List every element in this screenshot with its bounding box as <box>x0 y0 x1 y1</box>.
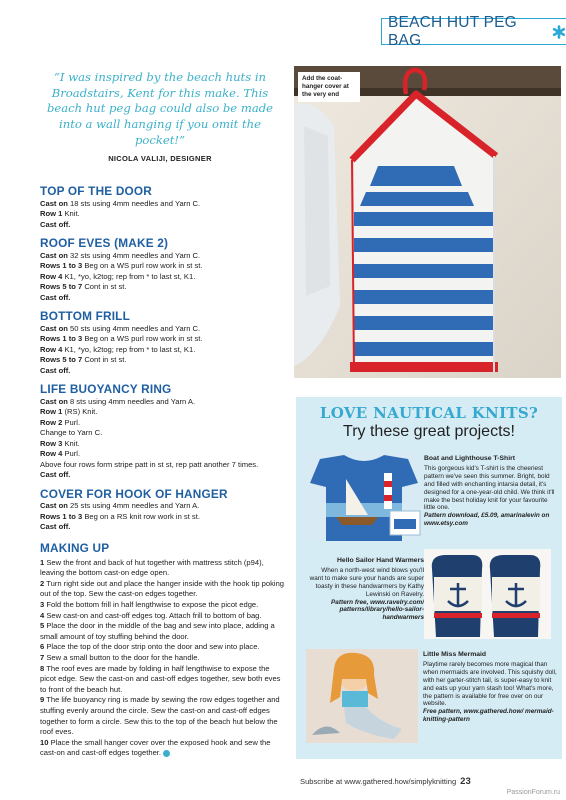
project-handwarmers <box>306 557 424 622</box>
instruction-line <box>40 512 282 523</box>
instruction-line <box>40 470 282 481</box>
nautical-knits-panel <box>296 397 562 759</box>
instruction-text: Above four rows form stripe patt in st st, rep patt another 7 times. <box>40 459 259 469</box>
making-up-section <box>40 543 285 759</box>
instruction-text: 8 sts using 4mm needles and Yarn A. <box>67 396 196 406</box>
step-number: 4 <box>40 610 45 620</box>
making-up-step <box>40 600 285 611</box>
instruction-line <box>40 334 282 345</box>
making-up-step <box>40 579 285 600</box>
making-up-step <box>40 738 285 759</box>
making-up-step <box>40 664 285 696</box>
pattern-instructions <box>40 186 282 533</box>
instruction-label: Rows 1 to 3 <box>40 511 83 521</box>
instruction-label: Cast off. <box>40 292 71 302</box>
instruction-line <box>40 501 282 512</box>
instruction-label: Cast off. <box>40 522 71 531</box>
instruction-label: Cast on <box>40 501 68 510</box>
subscribe-link[interactable]: Subscribe at www.gathered.how/simplyknitting <box>300 777 457 786</box>
instruction-line <box>40 272 282 283</box>
section-title: LIFE BUOYANCY RING <box>40 382 172 396</box>
project-link[interactable]: Free pattern, www.gathered.how/ mermaid-knitting-pattern <box>423 708 554 724</box>
instruction-text: Cont in st st. <box>82 355 127 364</box>
instruction-line <box>40 251 282 262</box>
instruction-line <box>40 460 282 471</box>
step-text: Sew the front and back of hut together with mattress stitch (p94), leaving the bottom cast-on edge open. <box>40 557 264 578</box>
instruction-line <box>40 220 282 231</box>
step-number: 3 <box>40 599 45 609</box>
making-up-steps <box>40 558 285 759</box>
instruction-line <box>40 366 282 377</box>
instruction-text: Knit. <box>62 209 80 218</box>
instruction-label: Row 4 <box>40 344 63 354</box>
instruction-text: 32 sts using 4mm needles and Yarn C. <box>67 250 201 260</box>
step-text: Place the top of the door strip onto the door and sew into place. <box>46 642 260 652</box>
mermaid-photo <box>306 649 418 743</box>
page-title: BEACH HUT PEG BAG <box>388 13 517 49</box>
step-number: 1 <box>40 557 45 567</box>
step-number: 6 <box>40 642 45 652</box>
instruction-line <box>40 293 282 304</box>
project-title: Hello Sailor Hand Warmers <box>337 557 424 564</box>
instruction-label: Row 1 <box>40 209 63 218</box>
project-link[interactable]: Pattern download, £5.09, amarinalevin on www.etsy.com <box>424 512 550 528</box>
instruction-label: Rows 5 to 7 <box>40 355 83 364</box>
instruction-label: Cast on <box>40 396 68 406</box>
instruction-line <box>40 261 282 272</box>
designer-quote <box>40 70 280 163</box>
handwarmers-photo <box>424 549 551 639</box>
panel-title: LOVE NAUTICAL KNITS? <box>319 404 539 422</box>
instruction-label: Cast on <box>40 323 68 333</box>
step-text: Fold the bottom frill in half lengthwise to expose the picot edge. <box>46 599 259 609</box>
instruction-line <box>40 522 282 533</box>
instruction-line <box>40 209 282 220</box>
instruction-label: Cast on <box>40 198 68 208</box>
instruction-text: Purl. <box>62 417 81 427</box>
project-link[interactable]: Pattern free, www.ravelry.com/ patterns/library/hello-sailor- handwarmers <box>331 598 424 622</box>
step-text: Place the door in the middle of the bag and sew into place, adding a small amount of toy stuffing behind the door. <box>40 621 275 641</box>
instruction-line <box>40 449 282 460</box>
peg-bag-photo <box>294 66 561 378</box>
step-text: Turn right side out and place the hanger inside with the hook tip poking out of the top. Sew the cast-on edges together. <box>40 578 285 599</box>
photo-callout: Add the coat-hanger cover at the very end <box>298 72 360 102</box>
instruction-label: Cast off. <box>40 365 71 375</box>
project-title: Little Miss Mermaid <box>423 651 487 658</box>
instruction-line <box>40 199 282 210</box>
instruction-line <box>40 355 282 366</box>
instruction-line <box>40 397 282 408</box>
instruction-line <box>40 428 282 439</box>
instruction-label: Row 2 <box>40 417 63 427</box>
project-body: This gorgeous kid's T-shirt is the cheeriest pattern we've seen this summer. Bright, bold and filled with enchanting intarsia detail, it's designed for a one-year-old child. We think it'll make the best holiday knit for your favourite little one. <box>424 464 555 512</box>
asterisk-icon <box>552 25 566 39</box>
making-up-step <box>40 653 285 664</box>
section-title: COVER FOR HOOK OF HANGER <box>40 486 228 501</box>
watermark: PassionForum.ru <box>506 789 560 796</box>
making-up-title: MAKING UP <box>40 541 110 555</box>
step-number: 7 <box>40 652 45 662</box>
instruction-text: Cont in st st. <box>82 282 127 291</box>
page-header <box>381 13 566 49</box>
project-mermaid <box>423 651 558 724</box>
section-title: TOP OF THE DOOR <box>40 184 153 198</box>
page-number: 23 <box>460 776 471 787</box>
footer-text <box>300 776 471 787</box>
instruction-label: Row 4 <box>40 449 63 458</box>
instruction-text: Change to Yarn C. <box>40 428 103 437</box>
instruction-text: Beg on a RS knit row work in st st. <box>82 511 200 521</box>
instruction-text: 50 sts using 4mm needles and Yarn C. <box>67 323 201 333</box>
instruction-line <box>40 407 282 418</box>
instruction-text: K1, *yo, k2tog; rep from * to last st, K1. <box>62 344 196 354</box>
instruction-label: Rows 5 to 7 <box>40 282 83 291</box>
making-up-step <box>40 558 285 579</box>
instruction-text: (RS) Knit. <box>62 407 98 416</box>
section-title: ROOF EVES (MAKE 2) <box>40 236 169 250</box>
page-footer <box>0 767 566 800</box>
project-body: When a north-west wind blows you'll want to make sure your hands are super toasty in these handwarmers by Kathy Lewinski on Ravelry. <box>309 566 424 598</box>
instruction-label: Row 3 <box>40 438 63 448</box>
instruction-text: Knit. <box>62 438 80 448</box>
section-title: BOTTOM FRILL <box>40 309 130 323</box>
step-text: Sew a small button to the door for the handle. <box>46 652 200 662</box>
making-up-step <box>40 611 285 622</box>
instruction-line <box>40 345 282 356</box>
quote-author: NICOLA VALIJI, DESIGNER <box>108 154 212 164</box>
step-number: 5 <box>40 621 45 631</box>
instruction-line <box>40 324 282 335</box>
tshirt-photo <box>306 453 421 541</box>
instruction-text: 25 sts using 4mm needles and Yarn A. <box>67 501 200 510</box>
step-number: 9 <box>40 695 45 705</box>
instruction-label: Cast off. <box>40 219 71 229</box>
step-text: The life buoyancy ring is made by sewing the row edges together and stuffing evenly around the circle. Sew the cast-on and cast-off edges together to form a circle. Sew this to the top of the beach hut below the roof eves. <box>40 695 280 737</box>
making-up-step <box>40 642 285 653</box>
step-number: 8 <box>40 663 45 673</box>
instruction-label: Cast on <box>40 250 68 260</box>
instruction-label: Rows 1 to 3 <box>40 334 83 343</box>
instruction-text: Beg on a WS purl row work in st st. <box>82 334 203 343</box>
instruction-line <box>40 418 282 429</box>
instruction-text: 18 sts using 4mm needles and Yarn C. <box>67 198 201 208</box>
step-number: 2 <box>40 578 45 588</box>
project-body: Playtime rarely becomes more magical than when mermaids are involved. This squishy doll, with her garter-stitch tail, is super-easy to knit and eats up your yarn stash too! What's more, the pattern is available for free over on our website. <box>423 660 557 708</box>
panel-subtitle: Try these great projects! <box>343 423 515 440</box>
instruction-text: Purl. <box>62 449 81 458</box>
instruction-label: Cast off. <box>40 470 71 479</box>
instruction-text: K1, *yo, k2tog; rep from * to last st, K1. <box>62 271 196 281</box>
project-title: Boat and Lighthouse T-Shirt <box>424 455 515 462</box>
instruction-line <box>40 439 282 450</box>
instruction-text: Beg on a WS purl row work in st st. <box>82 261 203 270</box>
end-marker-icon <box>163 750 170 757</box>
making-up-step <box>40 621 285 642</box>
step-text: Sew cast-on and cast-off edges tog. Attach frill to bottom of bag. <box>46 610 262 620</box>
instruction-label: Row 1 <box>40 407 63 416</box>
instruction-label: Rows 1 to 3 <box>40 261 83 270</box>
project-tshirt <box>424 455 557 528</box>
step-number: 10 <box>40 737 49 747</box>
instruction-line <box>40 282 282 293</box>
step-text: The roof eves are made by folding in half lengthwise to expose the picot edge. Sew the cast-on and cast-off edges together, sew both eves to front of the beach hut. <box>40 663 281 694</box>
step-text: Place the small hanger cover over the exposed hook and sew the cast-on and cast-off edges together. <box>40 737 271 758</box>
making-up-step <box>40 695 285 737</box>
quote-text: “I was inspired by the beach huts in Broadstairs, Kent for this make. This beach hut peg bag could also be made into a wall hanging if you omit the pocket!” <box>46 70 274 147</box>
instruction-label: Row 4 <box>40 271 63 281</box>
